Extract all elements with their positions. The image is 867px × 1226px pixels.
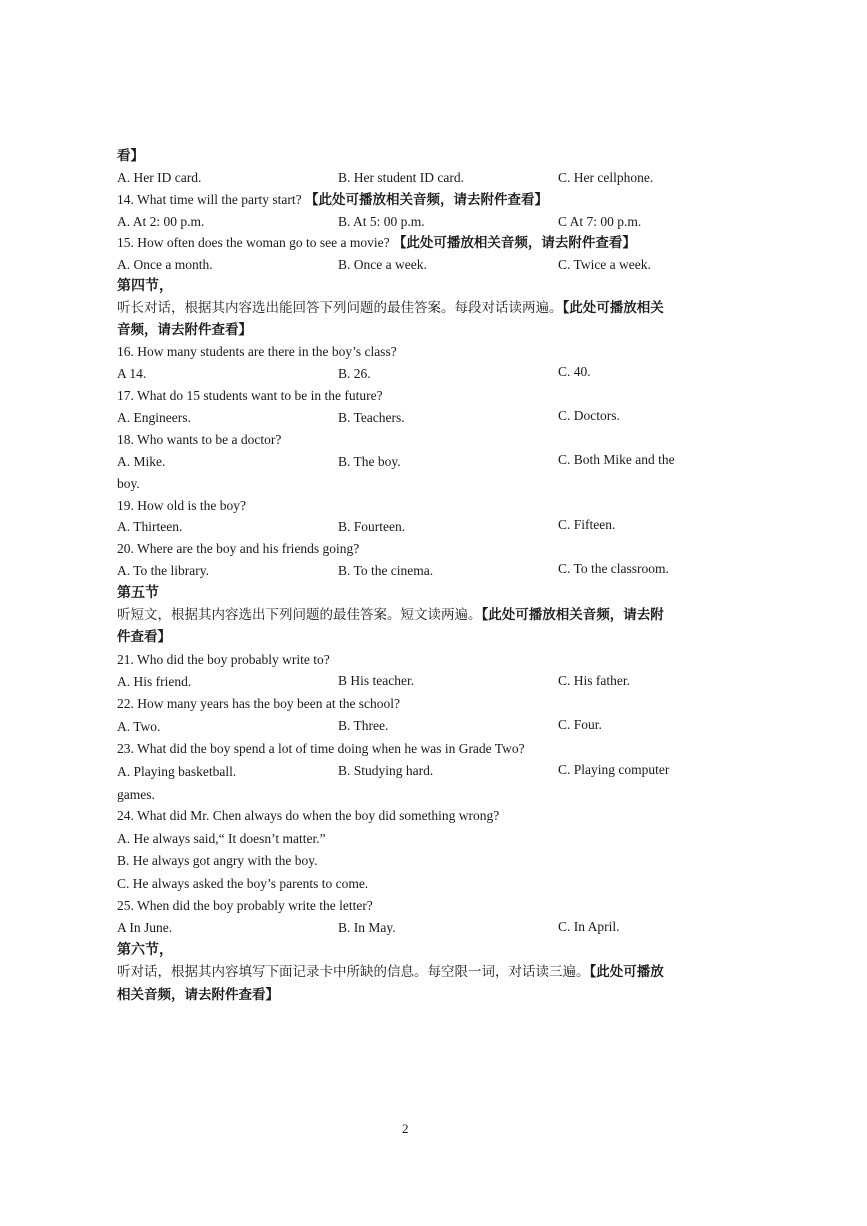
q13-option-c: C. Her cellphone.: [558, 170, 654, 185]
q14-text: [117, 191, 548, 209]
q21-option-b: B His teacher.: [338, 673, 415, 688]
q13-option-b: B. Her student ID card.: [338, 170, 464, 185]
section-5-audio-note: 【此处可播放相关音频，请去附: [481, 607, 664, 623]
q22-option-b: B. Three.: [338, 718, 389, 733]
q17-question: 17. What do 15 students want to be in the future?: [117, 388, 383, 403]
q20-option-a: A. To the library.: [117, 563, 210, 578]
continued-note: 看】: [117, 148, 144, 164]
q24-option-c: C. He always asked the boy’s parents to come.: [117, 876, 369, 891]
q15-text: [117, 234, 636, 252]
q24-question: 24. What did Mr. Chen always do when the boy did something wrong?: [117, 808, 500, 823]
q25-option-a: A In June.: [117, 920, 173, 935]
q15-question: 15. How often does the woman go to see a movie?: [117, 235, 390, 250]
q18-question: 18. Who wants to be a doctor?: [117, 432, 282, 447]
q17-option-a: A. Engineers.: [117, 410, 191, 425]
section-6-instructions: [117, 963, 664, 981]
q16-option-b: B. 26.: [338, 366, 371, 381]
q19-option-c: C. Fifteen.: [558, 517, 616, 532]
q17-option-c: C. Doctors.: [558, 408, 620, 423]
section-6-audio-note: 【此处可播放: [589, 964, 664, 980]
q14-option-c: C At 7: 00 p.m.: [558, 214, 642, 229]
section-4-title: 第四节，: [117, 278, 173, 294]
q23-option-a: A. Playing basketball.: [117, 764, 237, 779]
section-4-instructions: [117, 299, 664, 317]
section-6-audio-note-cont: 相关音频，请去附件查看】: [117, 987, 279, 1003]
q23-question: 23. What did the boy spend a lot of time doing when he was in Grade Two?: [117, 741, 525, 756]
section-5-instructions: [117, 606, 664, 624]
q14-option-b: B. At 5: 00 p.m.: [338, 214, 425, 229]
section-4-audio-note: 【此处可播放相关: [562, 300, 664, 316]
q25-option-c: C. In April.: [558, 919, 620, 934]
q15-option-b: B. Once a week.: [338, 257, 427, 272]
q14-question: 14. What time will the party start?: [117, 192, 302, 207]
q22-option-a: A. Two.: [117, 719, 161, 734]
q14-audio-note: 【此处可播放相关音频，请去附件查看】: [304, 192, 548, 208]
q18-option-c: C. Both Mike and the: [558, 452, 675, 467]
section-6-title: 第六节，: [117, 942, 173, 958]
q20-option-c: C. To the classroom.: [558, 561, 669, 576]
q23-option-c-cont: games.: [117, 787, 155, 802]
q21-option-a: A. His friend.: [117, 674, 192, 689]
q24-option-b: B. He always got angry with the boy.: [117, 853, 318, 868]
page-number: 2: [402, 1121, 409, 1136]
q15-option-a: A. Once a month.: [117, 257, 213, 272]
q13-option-a: A. Her ID card.: [117, 170, 202, 185]
q14-option-a: A. At 2: 00 p.m.: [117, 214, 205, 229]
q19-question: 19. How old is the boy?: [117, 498, 246, 513]
q15-audio-note: 【此处可播放相关音频，请去附件查看】: [392, 235, 636, 251]
q20-option-b: B. To the cinema.: [338, 563, 434, 578]
q18-option-c-cont: boy.: [117, 476, 140, 491]
q24-option-a: A. He always said,“ It doesn’t matter.”: [117, 831, 326, 846]
q16-question: 16. How many students are there in the boy’s class?: [117, 344, 397, 359]
section-4-instruction-text: 听长对话，根据其内容选出能回答下列问题的最佳答案。每段对话读两遍。: [117, 300, 563, 316]
q18-option-a: A. Mike.: [117, 454, 166, 469]
q25-question: 25. When did the boy probably write the letter?: [117, 898, 373, 913]
q16-option-a: A 14.: [117, 366, 147, 381]
q21-option-c: C. His father.: [558, 673, 630, 688]
q22-option-c: C. Four.: [558, 717, 602, 732]
q17-option-b: B. Teachers.: [338, 410, 405, 425]
q19-option-a: A. Thirteen.: [117, 519, 183, 534]
q19-option-b: B. Fourteen.: [338, 519, 406, 534]
q16-option-c: C. 40.: [558, 364, 591, 379]
section-4-audio-note-cont: 音频，请去附件查看】: [117, 322, 252, 338]
q15-option-c: C. Twice a week.: [558, 257, 651, 272]
q23-option-c: C. Playing computer: [558, 762, 670, 777]
q25-option-b: B. In May.: [338, 920, 396, 935]
section-6-instruction-text: 听对话，根据其内容填写下面记录卡中所缺的信息。每空限一词，对话读三遍。: [117, 964, 590, 980]
section-5-instruction-text: 听短文，根据其内容选出下列问题的最佳答案。短文读两遍。: [117, 607, 482, 623]
q18-option-b: B. The boy.: [338, 454, 401, 469]
q20-question: 20. Where are the boy and his friends going?: [117, 541, 360, 556]
q22-question: 22. How many years has the boy been at the school?: [117, 696, 401, 711]
q21-question: 21. Who did the boy probably write to?: [117, 652, 330, 667]
section-5-audio-note-cont: 件查看】: [117, 629, 171, 645]
q23-option-b: B. Studying hard.: [338, 763, 434, 778]
section-5-title: 第五节: [117, 585, 159, 601]
